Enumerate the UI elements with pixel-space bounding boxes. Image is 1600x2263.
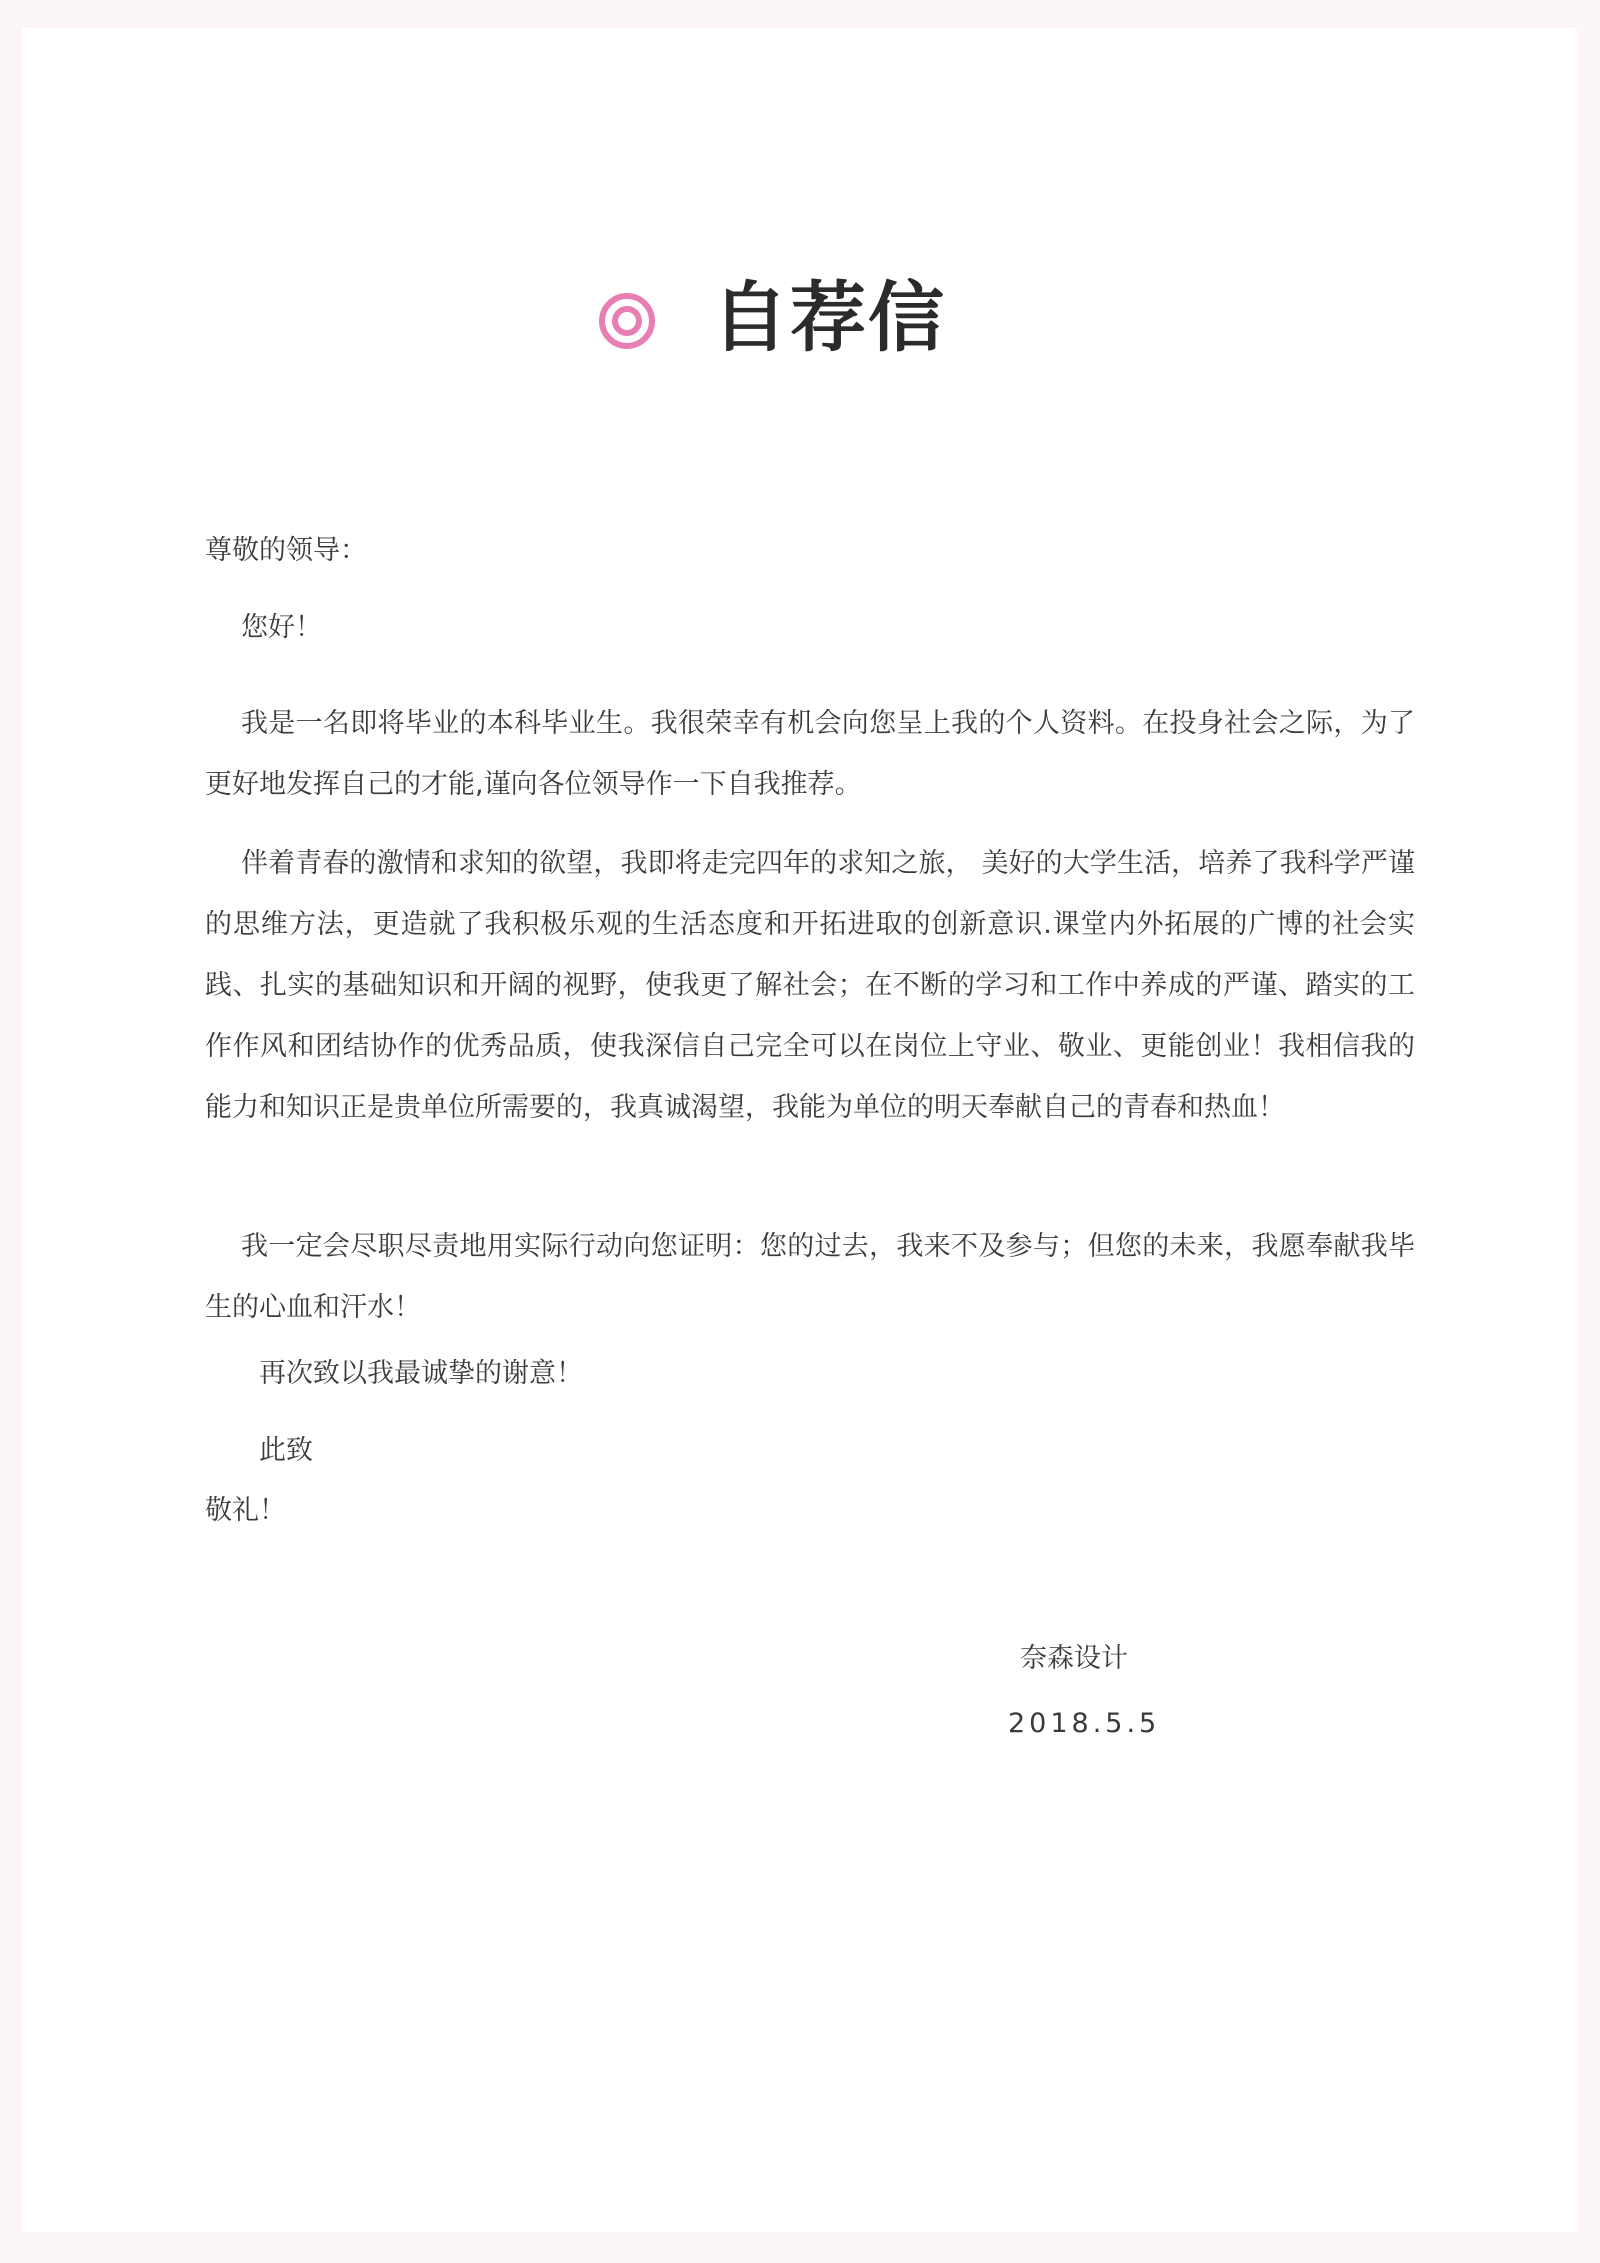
greeting: 您好！ bbox=[241, 612, 322, 643]
signature: 奈森设计 bbox=[1020, 1643, 1128, 1674]
bullseye-icon bbox=[598, 292, 656, 350]
title-row bbox=[22, 268, 1577, 368]
salutation: 尊敬的领导： bbox=[205, 535, 367, 566]
paragraph-3: 我一定会尽职尽责地用实际行动向您证明：您的过去，我来不及参与；但您的未来，我愿奉献我毕生的心血和汗水！ bbox=[205, 1231, 1415, 1323]
paragraph-1: 我是一名即将毕业的本科毕业生。我很荣幸有机会向您呈上我的个人资料。在投身社会之际，为了更好地发挥自己的才能,谨向各位领导作一下自我推荐。 bbox=[205, 708, 1415, 800]
paragraph-2: 伴着青春的激情和求知的欲望，我即将走完四年的求知之旅， 美好的大学生活，培养了我科学严谨的思维方法，更造就了我积极乐观的生活态度和开拓进取的创新意识.课堂内外拓展的广博的社会实践、扎实的基础知识和开阔的视野，使我更了解社会；在不断的学习和工作中养成的严谨、踏实的工作作风和团结协作的优秀品质，使我深信自己完全可以在岗位上守业、敬业、更能创业！我相信我的能力和知识正是贵单位所需要的，我真诚渴望，我能为单位的明天奉献自己的青春和热血！ bbox=[205, 848, 1415, 1123]
page-title: 自荐信 bbox=[712, 273, 946, 362]
closing-line-1: 此致 bbox=[259, 1435, 313, 1466]
letter-page bbox=[22, 28, 1577, 2232]
closing-line-2: 敬礼！ bbox=[205, 1495, 286, 1526]
thanks-line: 再次致以我最诚挚的谢意！ bbox=[259, 1358, 583, 1389]
date: 2018.5.5 bbox=[1008, 1708, 1161, 1739]
